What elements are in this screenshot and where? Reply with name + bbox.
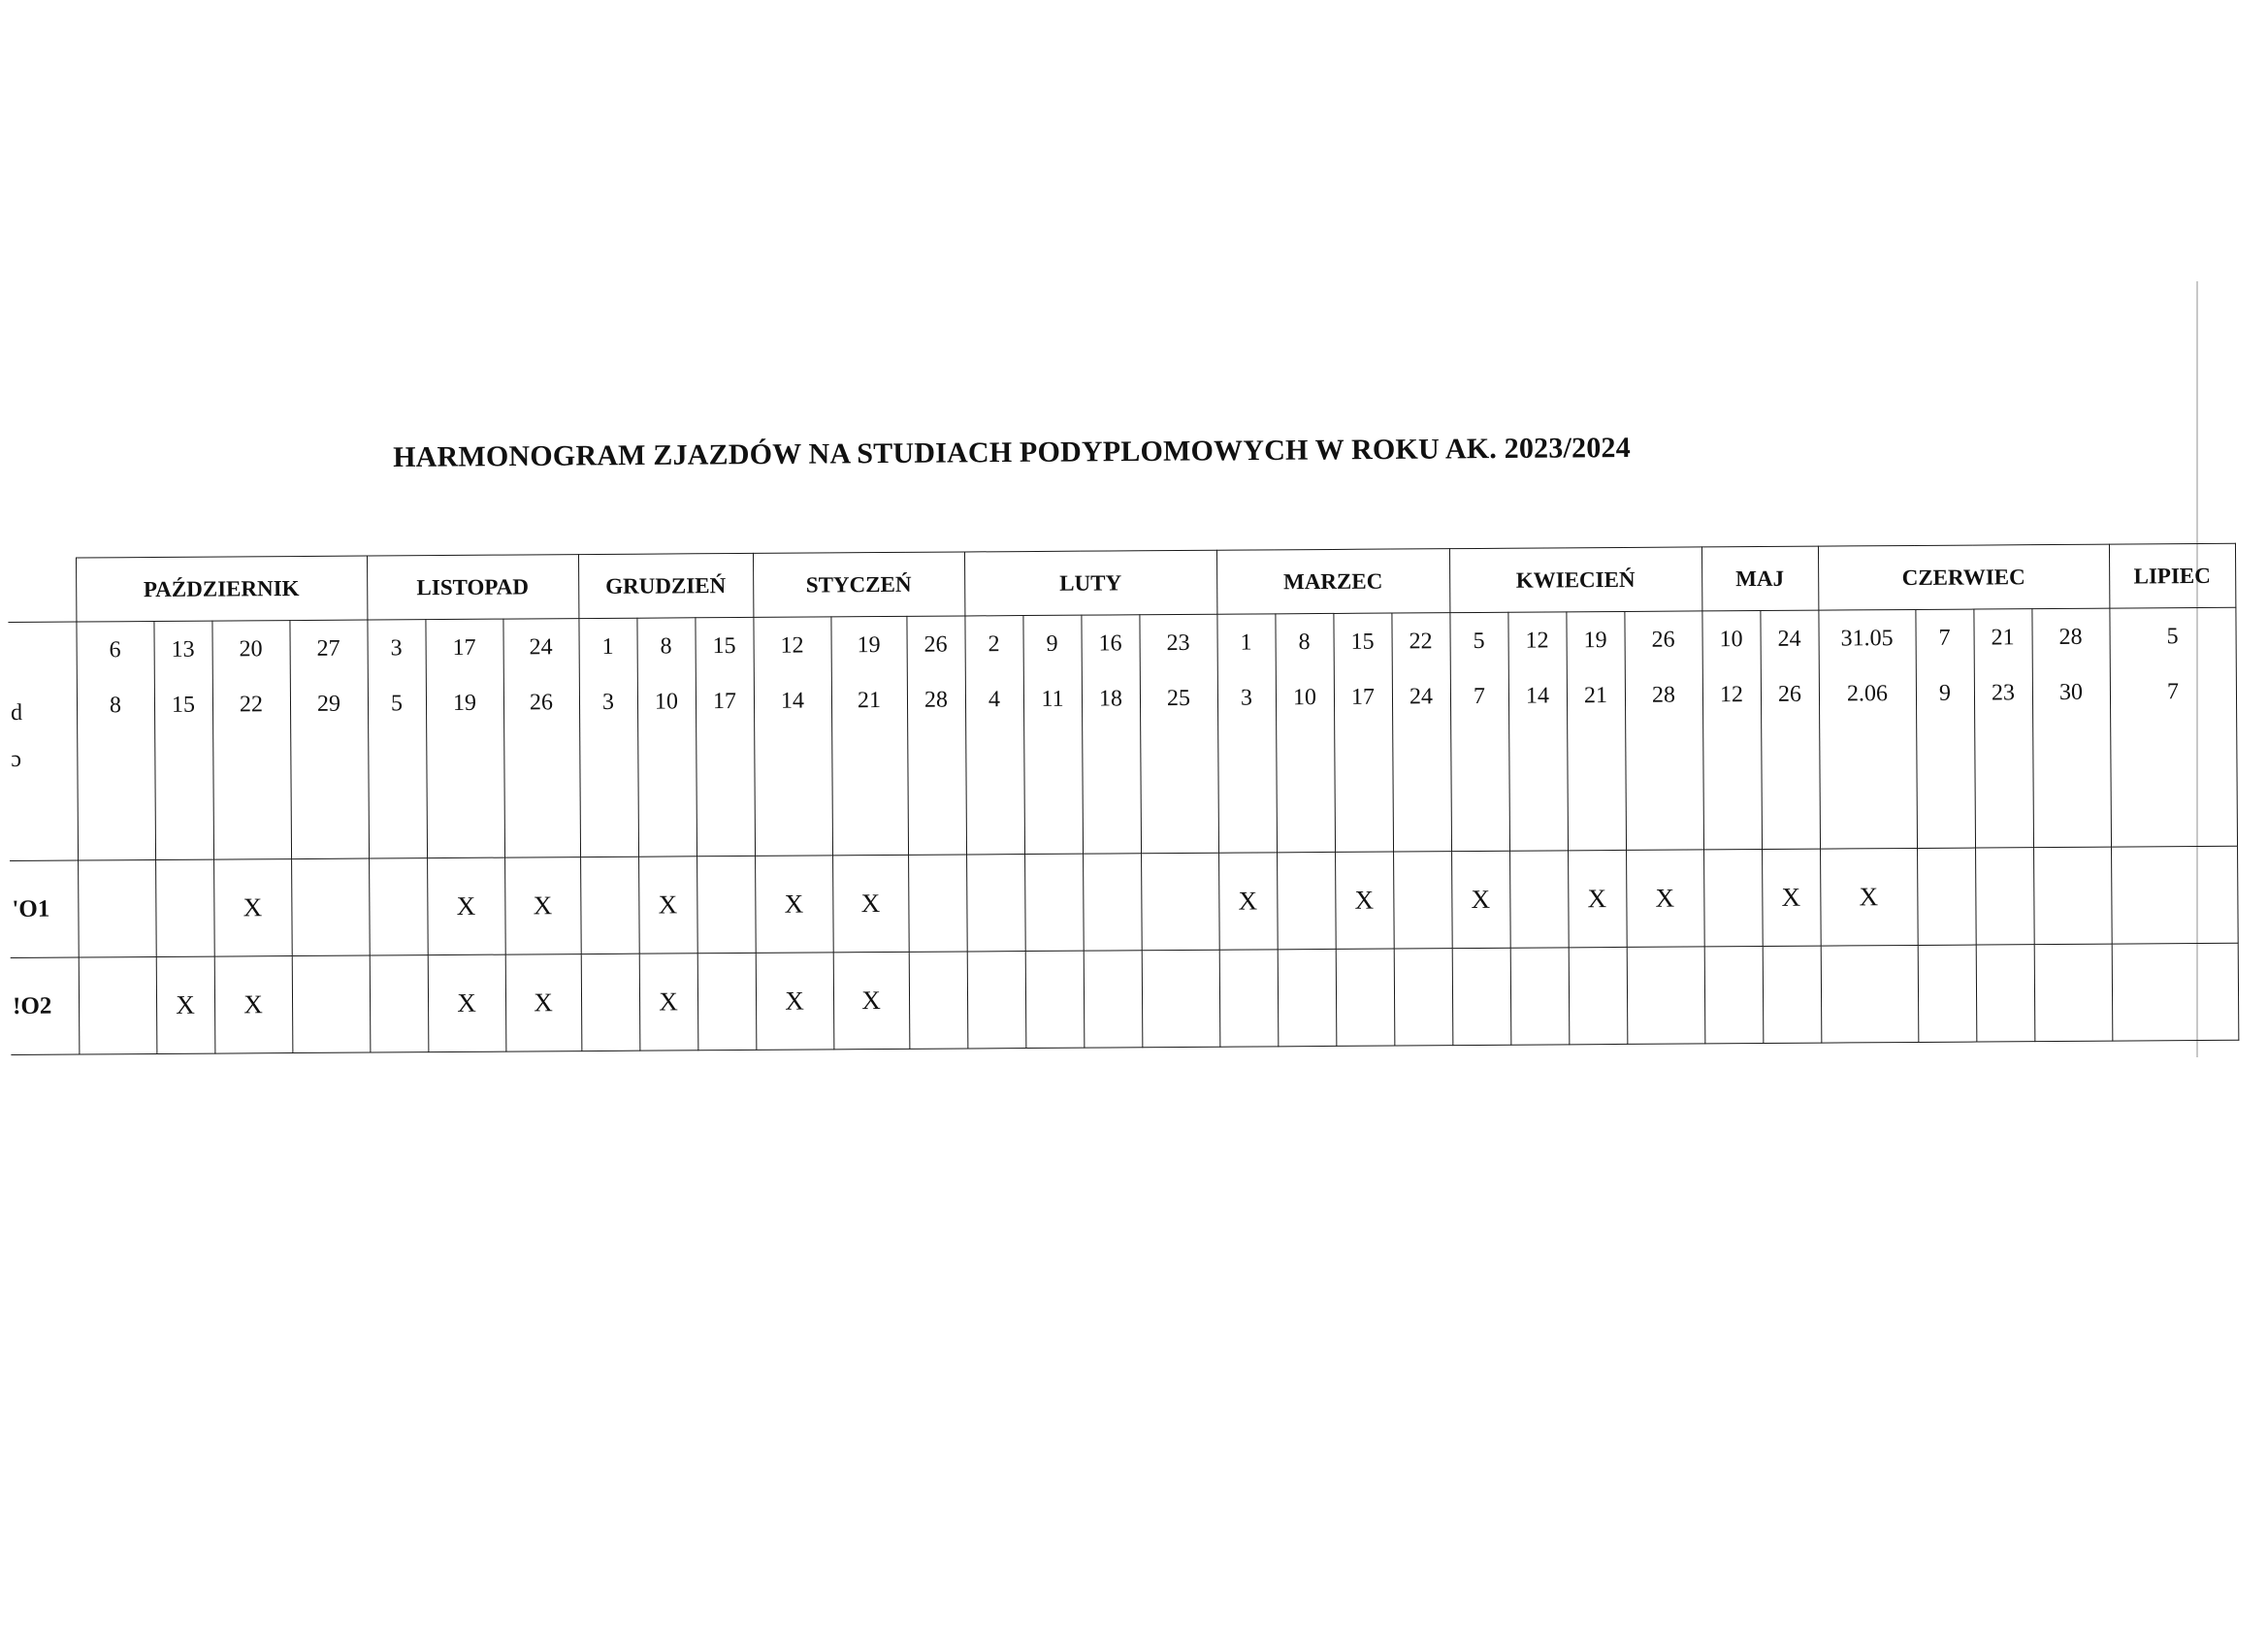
- date-cell: [1701, 611, 1762, 850]
- date-end: 24: [1409, 684, 1434, 710]
- date-start: 12: [1525, 628, 1549, 654]
- attendance-mark: [1976, 945, 2035, 1042]
- attendance-mark: X: [1451, 851, 1510, 948]
- date-start: 5: [1473, 628, 1485, 654]
- attendance-mark: X: [756, 953, 834, 1051]
- date-cell: [1818, 609, 1917, 849]
- date-start: 19: [857, 632, 881, 659]
- attendance-mark: X: [1568, 850, 1627, 947]
- date-start: 1: [1240, 630, 1252, 656]
- date-start: 12: [780, 632, 804, 659]
- date-cell: [1507, 612, 1568, 851]
- attendance-mark: [1024, 854, 1084, 951]
- attendance-mark: [909, 952, 968, 1049]
- month-header: LUTY: [964, 550, 1216, 616]
- date-cell: [211, 621, 291, 860]
- attendance-mark: [2033, 847, 2112, 945]
- attendance-mark: X: [1218, 853, 1278, 950]
- date-cell: [153, 621, 213, 859]
- month-header: STYCZEŃ: [753, 552, 964, 617]
- date-start: 16: [1098, 630, 1122, 657]
- attendance-mark: X: [1335, 852, 1394, 949]
- attendance-mark: [1141, 853, 1219, 951]
- date-cell: [578, 618, 638, 857]
- date-start: 24: [529, 634, 553, 661]
- date-end: 28: [923, 687, 949, 713]
- date-start: 13: [171, 636, 195, 663]
- attendance-mark: X: [156, 956, 215, 1053]
- schedule-table-wrapper: [8, 543, 2239, 1055]
- date-end: 18: [1098, 686, 1123, 712]
- date-start: 22: [1409, 629, 1433, 655]
- date-cell: [1624, 611, 1703, 851]
- attendance-mark: [1975, 848, 2034, 945]
- attendance-mark: [2034, 944, 2113, 1042]
- date-cell: [1391, 613, 1451, 852]
- date-cell: [830, 616, 908, 856]
- date-row: [8, 607, 2237, 860]
- date-end: 26: [529, 690, 554, 716]
- attendance-mark: [967, 952, 1026, 1049]
- date-start: 8: [660, 633, 672, 660]
- attendance-mark: [1393, 852, 1452, 949]
- attendance-mark: [1763, 946, 1822, 1043]
- date-cell: [1449, 612, 1509, 851]
- date-end: 19: [452, 690, 477, 716]
- date-end: 15: [171, 692, 196, 718]
- date-end: 17: [1350, 684, 1376, 710]
- date-cell: [2031, 608, 2111, 848]
- date-cell: [1915, 609, 1975, 848]
- attendance-mark: [1627, 947, 1705, 1045]
- attendance-mark: X: [428, 954, 506, 1052]
- attendance-mark: [78, 859, 156, 957]
- attendance-mark: X: [1626, 850, 1704, 948]
- date-start: 2: [988, 631, 1000, 658]
- attendance-mark: [369, 858, 428, 955]
- attendance-mark: [2111, 846, 2238, 944]
- month-header: PAŹDZIERNIK: [76, 556, 367, 622]
- attendance-mark: [1084, 951, 1143, 1048]
- date-start: 27: [316, 635, 340, 662]
- date-cell: [753, 617, 832, 857]
- attendance-mark: X: [1762, 849, 1821, 946]
- date-cell: [1275, 613, 1335, 852]
- attendance-mark: [1278, 949, 1337, 1046]
- attendance-mark: X: [755, 856, 833, 954]
- attendance-mark: [1219, 950, 1279, 1047]
- date-start: 15: [712, 633, 736, 660]
- date-end: 11: [1041, 686, 1064, 712]
- month-header: CZERWIEC: [1818, 544, 2109, 610]
- attendance-mark: [79, 956, 157, 1054]
- attendance-mark: [1142, 950, 1220, 1048]
- date-end: 4: [988, 687, 1001, 713]
- attendance-mark: [1336, 949, 1395, 1046]
- date-start: 23: [1166, 630, 1190, 657]
- date-cell: [1139, 614, 1218, 854]
- date-end: 10: [1292, 685, 1317, 711]
- group-label: !O2: [12, 992, 52, 1019]
- attendance-mark: [292, 955, 371, 1053]
- attendance-mark: X: [505, 954, 582, 1052]
- attendance-mark: [370, 955, 429, 1052]
- attendance-mark: [2112, 943, 2239, 1041]
- month-header: GRUDZIEŃ: [578, 553, 753, 618]
- group-row: [10, 846, 2238, 957]
- attendance-mark: [1821, 945, 1919, 1043]
- date-cell: [2109, 607, 2237, 847]
- date-end: 25: [1166, 685, 1191, 712]
- attendance-mark: X: [427, 857, 505, 955]
- group-row: [11, 943, 2239, 1054]
- date-start: 9: [1046, 630, 1058, 657]
- date-cell: [1760, 610, 1820, 849]
- date-start: 7: [1938, 625, 1951, 651]
- attendance-mark: [966, 855, 1025, 952]
- side-header-cell: [8, 622, 78, 860]
- attendance-mark: X: [832, 855, 909, 953]
- attendance-mark: [1394, 949, 1453, 1046]
- attendance-mark: X: [214, 956, 293, 1054]
- date-end: 21: [857, 688, 882, 714]
- date-end: 23: [1991, 680, 2016, 706]
- date-cell: [367, 620, 427, 858]
- attendance-mark: [291, 858, 370, 956]
- attendance-mark: X: [504, 857, 581, 955]
- attendance-mark: [1917, 848, 1976, 945]
- date-cell: [425, 619, 504, 858]
- date-start: 20: [239, 636, 263, 663]
- attendance-mark: [697, 856, 756, 953]
- group-label-cell: [10, 860, 79, 957]
- date-start: 1: [601, 633, 614, 660]
- month-header: KWIECIEŃ: [1449, 547, 1701, 613]
- attendance-mark: X: [638, 857, 697, 954]
- date-start: 26: [1651, 627, 1675, 653]
- side-header-line-1: d: [10, 699, 23, 726]
- date-start: 15: [1350, 629, 1375, 655]
- date-start: 24: [1777, 626, 1801, 652]
- attendance-mark: [581, 954, 640, 1051]
- date-end: 22: [239, 692, 264, 718]
- date-end: 2.06: [1846, 681, 1889, 707]
- date-end: 17: [712, 689, 737, 715]
- attendance-mark: [1703, 850, 1763, 947]
- month-header: MAJ: [1701, 546, 1818, 611]
- date-cell: [906, 616, 966, 855]
- date-end: 3: [1240, 685, 1253, 711]
- date-end: 9: [1938, 680, 1952, 706]
- document-title: HARMONOGRAM ZJAZDÓW NA STUDIACH PODYPLOMOWYCH W ROKU AK. 2023/2024: [393, 431, 1631, 473]
- date-start: 28: [2058, 624, 2083, 650]
- date-start: 10: [1719, 627, 1743, 653]
- date-start: 19: [1583, 628, 1607, 654]
- date-end: 8: [109, 693, 122, 719]
- date-end: 12: [1719, 682, 1744, 708]
- attendance-mark: [1083, 854, 1142, 951]
- corner-cell: [8, 558, 76, 622]
- attendance-mark: [1510, 948, 1570, 1045]
- date-start: 8: [1298, 630, 1311, 656]
- date-start: 3: [390, 635, 403, 662]
- date-end: 26: [1777, 681, 1802, 707]
- group-label-cell: [11, 957, 80, 1054]
- date-cell: [1081, 615, 1141, 854]
- schedule-table: [8, 543, 2239, 1055]
- date-start: 5: [2166, 624, 2179, 650]
- date-start: 17: [452, 634, 476, 661]
- date-end: 28: [1651, 682, 1676, 708]
- attendance-mark: [1704, 947, 1764, 1044]
- date-end: 3: [601, 689, 615, 715]
- attendance-mark: [1569, 947, 1628, 1044]
- attendance-mark: [1918, 945, 1977, 1042]
- date-end: 14: [1525, 683, 1550, 709]
- date-end: 7: [1473, 683, 1486, 709]
- date-end: 29: [316, 691, 341, 717]
- date-cell: [636, 618, 697, 857]
- attendance-mark: [155, 859, 214, 956]
- attendance-mark: [1025, 951, 1085, 1048]
- date-end: 21: [1583, 683, 1608, 709]
- attendance-mark: X: [213, 859, 292, 957]
- date-start: 21: [1991, 625, 2015, 651]
- date-cell: [502, 619, 580, 858]
- attendance-mark: [1277, 852, 1336, 949]
- attendance-mark: [908, 855, 967, 952]
- date-cell: [964, 616, 1024, 855]
- side-header-line-2: ɔ: [11, 746, 22, 772]
- date-cell: [1333, 613, 1393, 852]
- date-cell: [1216, 614, 1277, 853]
- date-end: 14: [780, 688, 805, 714]
- date-start: 6: [109, 637, 121, 663]
- date-end: 5: [390, 691, 404, 717]
- date-start: 31.05: [1840, 626, 1894, 652]
- date-cell: [1973, 609, 2033, 848]
- attendance-mark: [580, 857, 639, 954]
- date-end: 10: [654, 689, 679, 715]
- date-cell: [76, 622, 155, 861]
- attendance-mark: X: [833, 952, 910, 1050]
- attendance-mark: [697, 953, 757, 1050]
- date-end: 30: [2058, 679, 2084, 705]
- date-cell: [1566, 611, 1626, 850]
- group-label: 'O1: [12, 895, 50, 922]
- month-header: MARZEC: [1216, 549, 1449, 615]
- date-cell: [1022, 615, 1083, 854]
- attendance-mark: X: [639, 954, 698, 1051]
- date-cell: [695, 617, 755, 856]
- date-end: 7: [2166, 679, 2180, 705]
- attendance-mark: X: [1820, 848, 1918, 946]
- date-start: 26: [923, 631, 948, 658]
- month-header: LISTOPAD: [367, 555, 578, 620]
- month-header: LIPIEC: [2109, 543, 2235, 608]
- date-cell: [289, 620, 369, 859]
- attendance-mark: [1452, 948, 1511, 1045]
- attendance-mark: [1509, 851, 1569, 948]
